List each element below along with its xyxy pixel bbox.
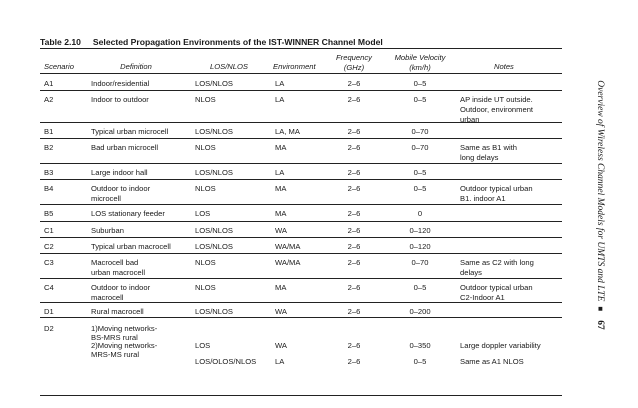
cell-frequency: 2–6 [347,258,361,267]
header-frequency-line2: (GHz) [343,63,365,72]
cell-frequency: 2–6 [347,168,361,177]
cell-los-nlos: NLOS [195,258,216,267]
cell-environment: WA [275,226,287,235]
cell-environment: LA [275,79,285,88]
cell-definition: MRS-MS rural [91,349,140,359]
cell-mobile-velocity: 0 [417,209,423,218]
header-velocity-line2: (km/h) [409,63,431,72]
cell-scenario: B3 [44,168,54,177]
cell-environment: WA [275,341,287,350]
cell-environment: WA [275,307,287,316]
cell-environment: WA/MA [275,242,301,251]
table-caption [40,37,383,47]
cell-definition: LOS stationary feeder [91,209,165,218]
cell-mobile-velocity: 0–120 [409,242,431,251]
cell-definition: urban macrocell [91,268,146,277]
cell-environment: WA/MA [275,258,301,267]
cell-frequency: 2–6 [347,184,361,193]
cell-notes: urban [460,115,480,124]
cell-los-nlos: LOS [195,209,211,218]
cell-mobile-velocity: 0–5 [413,184,427,193]
cell-scenario: C4 [44,283,54,292]
cell-definition: Large indoor hall [91,168,148,177]
cell-mobile-velocity: 0–350 [409,341,431,350]
row-separator [40,179,562,180]
table-number: Table 2.10 [40,37,81,47]
cell-los-nlos: NLOS [195,184,216,193]
cell-los-nlos: LOS/NLOS [195,79,233,88]
cell-frequency: 2–6 [347,283,361,292]
table-title: Selected Propagation Environments of the IST-WINNER Channel Model [92,37,383,47]
cell-definition: Outdoor to indoor [91,283,151,292]
cell-definition: BS-MRS rural [91,332,138,342]
cell-environment: LA, MA [275,127,300,136]
cell-notes: Large doppler variability [460,341,541,350]
cell-notes: C2-Indoor A1 [460,293,505,302]
cell-frequency: 2–6 [347,242,361,251]
row-separator [40,237,562,238]
cell-notes: Same as B1 with [460,143,517,152]
cell-notes: Outdoor typical urban [460,283,533,292]
cell-mobile-velocity: 0–200 [409,307,431,316]
row-separator [40,317,562,318]
cell-environment: MA [275,283,287,292]
header-scenario: Scenario [44,62,74,71]
running-head-separator: ■ [596,306,605,312]
cell-notes: Same as C2 with long [460,258,534,267]
cell-definition: Outdoor to indoor [91,184,151,193]
cell-mobile-velocity: 0–5 [413,95,427,104]
row-separator [40,138,562,139]
cell-notes: long delays [460,153,499,162]
cell-mobile-velocity: 0–70 [411,127,429,136]
cell-environment: LA [275,95,285,104]
cell-mobile-velocity: 0–120 [409,226,431,235]
cell-mobile-velocity: 0–5 [413,357,427,366]
table-top-rule [40,48,562,49]
cell-mobile-velocity: 0–5 [413,168,427,177]
header-notes: Notes [494,62,514,71]
cell-frequency: 2–6 [347,79,361,88]
table-bottom-rule [40,395,562,396]
cell-definition: Macrocell bad [91,258,139,267]
row-separator [40,253,562,254]
cell-definition: Typical urban microcell [91,127,169,136]
row-separator [40,163,562,164]
cell-definition: macrocell [91,293,124,302]
row-separator [40,221,562,222]
cell-mobile-velocity: 0–5 [413,79,427,88]
row-separator [40,122,562,123]
cell-frequency: 2–6 [347,143,361,152]
cell-environment: MA [275,209,287,218]
cell-frequency: 2–6 [347,226,361,235]
cell-scenario: B1 [44,127,54,136]
cell-frequency: 2–6 [347,95,361,104]
cell-scenario: A1 [44,79,54,88]
cell-notes: B1. indoor A1 [460,194,506,203]
header-los-nlos: LOS/NLOS [210,62,248,71]
cell-notes: AP inside UT outside. [460,95,533,104]
cell-los-nlos: NLOS [195,143,216,152]
cell-los-nlos: NLOS [195,95,216,104]
running-head-title: Overview of Wireless Channel Models for UMTS and LTE [595,80,605,302]
cell-los-nlos: LOS/NLOS [195,127,233,136]
header-frequency-line1: Frequency [336,53,372,62]
cell-notes: Outdoor, environment [460,105,534,114]
cell-los-nlos: LOS/NLOS [195,168,233,177]
cell-los-nlos: LOS/NLOS [195,226,233,235]
cell-definition: microcell [91,194,121,203]
cell-scenario: A2 [44,95,54,104]
header-velocity-line1: Mobile Velocity [394,53,446,62]
cell-frequency: 2–6 [347,209,361,218]
cell-notes: Same as A1 NLOS [460,357,524,366]
page-number: 67 [595,320,605,330]
cell-definition: Rural macrocell [91,307,144,316]
cell-scenario: C2 [44,242,54,251]
cell-los-nlos: LOS [195,341,211,350]
cell-mobile-velocity: 0–70 [411,258,429,267]
row-separator [40,204,562,205]
cell-notes: delays [460,268,482,277]
cell-frequency: 2–6 [347,307,361,316]
cell-definition: Typical urban macrocell [91,242,171,251]
cell-scenario: C1 [44,226,54,235]
row-separator [40,302,562,303]
cell-scenario: B4 [44,184,54,193]
header-environment: Environment [273,62,316,71]
header-frequency [328,53,380,73]
cell-los-nlos: LOS/NLOS [195,242,233,251]
cell-definition: 2)Moving networks- [91,341,158,350]
cell-definition: Bad urban microcell [91,143,159,152]
cell-scenario: D2 [44,324,54,333]
cell-notes: Outdoor typical urban [460,184,533,193]
cell-definition: Suburban [91,226,124,235]
cell-mobile-velocity: 0–70 [411,143,429,152]
cell-los-nlos: LOS/NLOS [195,307,233,316]
cell-environment: LA [275,168,285,177]
cell-frequency: 2–6 [347,341,361,350]
cell-definition: 1)Moving networks- [91,324,158,333]
header-mobile-velocity [384,53,456,73]
cell-scenario: D1 [44,307,54,316]
cell-environment: MA [275,143,287,152]
cell-scenario: C3 [44,258,54,267]
cell-frequency: 2–6 [347,127,361,136]
cell-definition: Indoor to outdoor [91,95,149,104]
header-rule [40,73,562,74]
cell-scenario: B5 [44,209,54,218]
row-separator [40,90,562,91]
row-separator [40,278,562,279]
header-definition: Definition [120,62,152,71]
running-head [595,80,605,329]
cell-los-nlos: NLOS [195,283,216,292]
cell-frequency: 2–6 [347,357,361,366]
cell-mobile-velocity: 0–5 [413,283,427,292]
cell-environment: MA [275,184,287,193]
cell-scenario: B2 [44,143,54,152]
cell-environment: LA [275,357,285,366]
cell-los-nlos: LOS/OLOS/NLOS [195,357,257,366]
cell-definition: Indoor/residential [91,79,150,88]
